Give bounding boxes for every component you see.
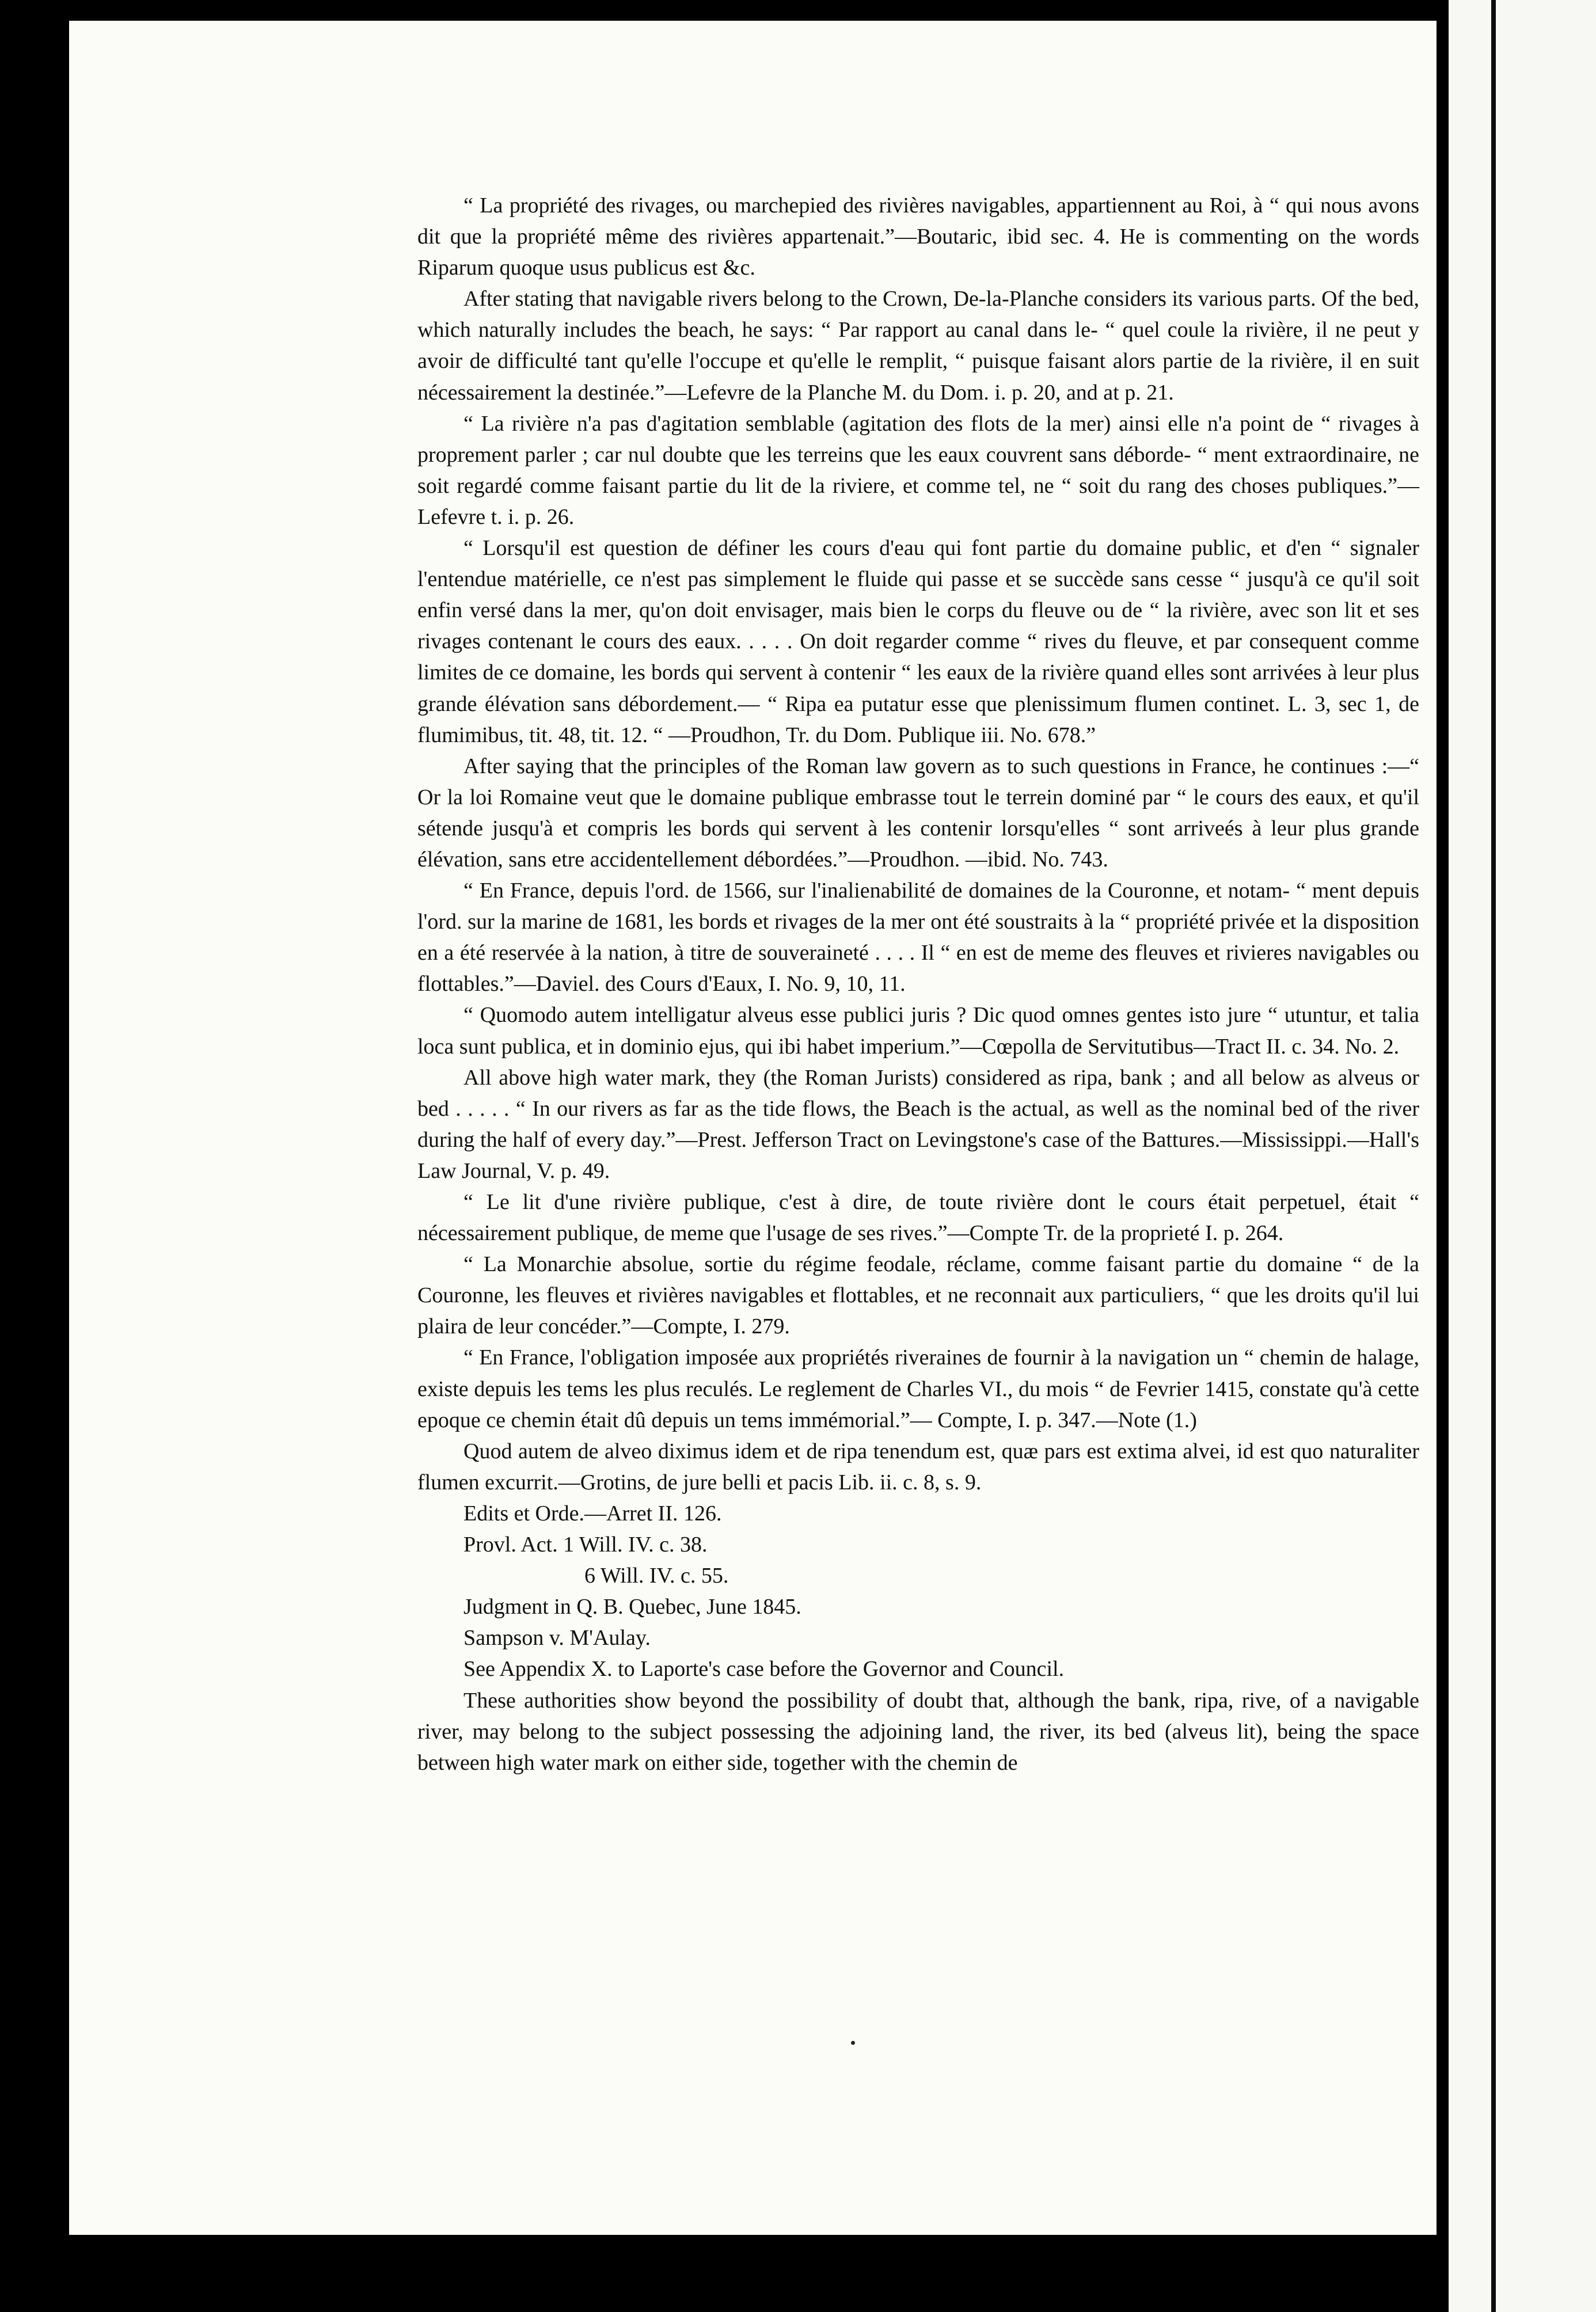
paragraph-8: All above high water mark, they (the Roman Jurists) considered as ripa, bank ; and all below as alveus or bed . . . . . “ In our rivers as far as the tide flows, the Beach is the actual, as well as the nominal bed of the river during the half of every day.”—Prest. Jefferson Tract on Levingstone's case of the Battures.—Mississippi.—Hall's Law Journal, V. p. 49. [417,1065,1419,1183]
reference-6: See Appendix X. to Laporte's case before the Governor and Council. [463,1657,1065,1682]
paragraph-5: After saying that the principles of the Roman law govern as to such questions in France, he continues :—“ Or la loi Romaine veut que le domaine publique embrasse tout le terrein dominé par “ le cours des eaux, et qu'il sétende jusqu'à et compris les bords qui servent à les contenir lorsqu'elles “ sont arriveés à leur plus grande élévation, sans etre accidentellement débordées.”—Proudhon. —ibid. No. 743. [417,754,1419,872]
paragraph-4: “ Lorsqu'il est question de définer les cours d'eau qui font partie du domaine public, et d'en “ signaler l'entendue matérielle, ce n'est pas simplement le fluide qui passe et se succède sans cesse “ jusqu'à ce qu'il soit enfin versé dans la mer, qu'on doit envisager, mais bien le corps du fleuve ou de “ la rivière, avec son lit et ses rivages contenant le cours des eaux. . . . . On doit regarder comme “ rives du fleuve, et par consequent comme limites de ce domaine, les bords qui servent à contenir “ les eaux de la rivière quand elles sont arrivées à leur plus grande élévation sans débordement.— “ Ripa ea putatur esse que plenissimum flumen continet. L. 3, sec 1, de flumimibus, tit. 48, tit. 12. “ —Proudhon, Tr. du Dom. Publique iii. No. 678.” [417,536,1419,747]
page-mark [851,2041,855,2045]
paragraph-7: “ Quomodo autem intelligatur alveus esse publici juris ? Dic quod omnes gentes isto jure “ utuntur, et talia loca sunt publica, et in dominio ejus, qui ibi habet imperium.”—Cœpolla de Servitutibus—Tract II. c. 34. No. 2. [417,1003,1419,1059]
paragraph-2: After stating that navigable rivers belong to the Crown, De-la-Planche considers its various parts. Of the bed, which naturally includes the beach, he says: “ Par rapport au canal dans le- “ quel coule la rivière, il ne peut y avoir de difficulté tant qu'elle l'occupe et qu'elle le remplit, “ puisque faisant alors partie de la rivière, il en suit nécessairement la destinée.”—Lefevre de la Planche M. du Dom. i. p. 20, and at p. 21. [417,287,1419,405]
reference-3: 6 Will. IV. c. 55. [584,1564,729,1588]
reference-1: Edits et Orde.—Arret II. 126. [463,1501,722,1526]
document-body [417,190,1419,1778]
paragraph-11: “ En France, l'obligation imposée aux propriétés riveraines de fournir à la navigation un “ chemin de halage, existe depuis les tems les plus reculés. Le reglement de Charles VI., du mois “ de Fevrier 1415, constate qu'à cette epoque ce chemin était dû depuis un tems immémorial.”— Compte, I. p. 347.—Note (1.) [417,1345,1419,1432]
paragraph-3: “ La rivière n'a pas d'agitation semblable (agitation des flots de la mer) ainsi elle n'a point de “ rivages à proprement parler ; car nul doubte que les terreins que les eaux couvrent sans déborde- “ ment extraordinaire, ne soit regardé comme faisant partie du lit de la riviere, et comme tel, ne “ soit du rang des choses publiques.”—Lefevre t. i. p. 26. [417,411,1419,529]
paragraph-10: “ La Monarchie absolue, sortie du régime feodale, réclame, comme faisant partie du domaine “ de la Couronne, les fleuves et rivières navigables et flottables, et ne reconnait aux particuliers, “ que les droits qu'il lui plaira de leur concéder.”—Compte, I. 279. [417,1252,1419,1339]
paragraph-12: Quod autem de alveo diximus idem et de ripa tenendum est, quæ pars est extima alvei, id est quo naturaliter flumen excurrit.—Grotins, de jure belli et pacis Lib. ii. c. 8, s. 9. [417,1439,1419,1495]
reference-5: Sampson v. M'Aulay. [463,1626,651,1651]
paragraph-1: “ La propriété des rivages, ou marchepied des rivières navigables, appartiennent au Roi, à “ qui nous avons dit que la propriété même des rivières appartenait.”—Boutaric, ibid sec. 4. He is commenting on the words Riparum quoque usus publicus est &c. [417,193,1419,280]
reference-2: Provl. Act. 1 Will. IV. c. 38. [463,1533,708,1557]
reference-4: Judgment in Q. B. Quebec, June 1845. [463,1595,801,1619]
closing-paragraph: These authorities show beyond the possibility of doubt that, although the bank, ripa, rive, of a navigable river, may belong to the subject possessing the adjoining land, the river, its bed (alveus lit), being the space between high water mark on either side, together with the chemin de [417,1688,1419,1775]
facing-page [1449,0,1596,2312]
paragraph-9: “ Le lit d'une rivière publique, c'est à dire, de toute rivière dont le cours était perpetuel, était “ nécessairement publique, de meme que l'usage de ses rives.”—Compte Tr. de la proprieté I. p. 264. [417,1190,1419,1246]
paragraph-6: “ En France, depuis l'ord. de 1566, sur l'inalienabilité de domaines de la Couronne, et notam- “ ment depuis l'ord. sur la marine de 1681, les bords et rivages de la mer ont été soustraits à la “ propriété privée et la disposition en a été reservée à la nation, à titre de souveraineté . . . . Il “ en est de meme des fleuves et rivieres navigables ou flottables.”—Daviel. des Cours d'Eaux, I. No. 9, 10, 11. [417,879,1419,997]
gutter-shadow [1491,0,1496,2312]
